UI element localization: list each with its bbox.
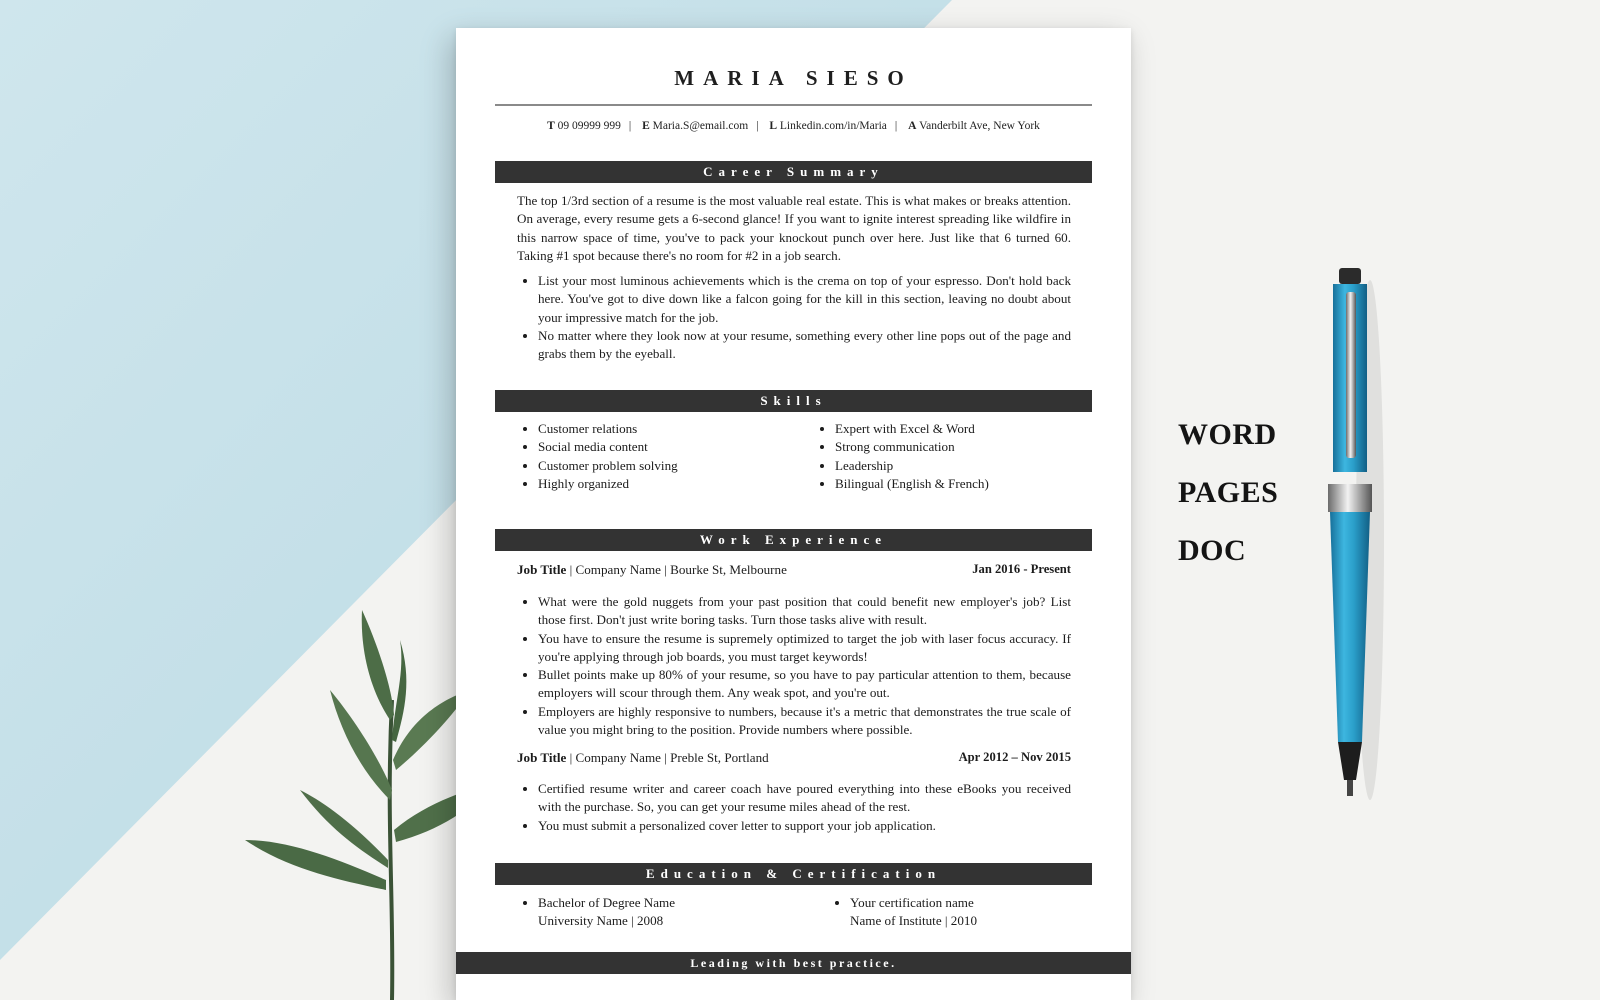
list-item: • Customer problem solving: [538, 457, 798, 475]
summary-paragraph: The top 1/3rd section of a resume is the most valuable real estate. This is what makes or breaks attention. On average, every resume gets a 6-second glance! If you want to ignite interest spreading like wildfire in this narrow space of time, you've to pack your knockout punch over here. Just like that 6 turned 60. Taking #1 spot because there's no room for #2 in a job search.: [517, 193, 1071, 263]
job-heading-2: [517, 750, 1071, 766]
format-labels: [1178, 418, 1278, 592]
list-item: [850, 894, 1100, 931]
summary-bullets: [517, 272, 1071, 363]
section-header-education: Education & Certification: [495, 863, 1092, 885]
job-1-bullets: [517, 593, 1071, 739]
job-title: Job Title: [517, 562, 567, 577]
job-heading-1: [517, 562, 1071, 578]
format-word: WORD: [1178, 418, 1277, 451]
contact-phone: 09 09999 999: [557, 120, 621, 132]
job-2-bullets: [517, 780, 1071, 835]
section-header-work: Work Experience: [495, 529, 1092, 551]
contact-key-linkedin: L: [769, 120, 778, 132]
education-left: [517, 894, 808, 931]
job-details: | Company Name | Preble St, Portland: [566, 750, 769, 765]
header-divider: [495, 104, 1092, 106]
resume-name: MARIA SIESO: [674, 66, 913, 90]
list-item: • List your most luminous achievements which is the crema on top of your espresso. Don't hold back here. You've got to dive down like a falcon going for the kill in this section, leaving no doubt about your impressive match for the job.: [538, 272, 1071, 327]
contact-address: Vanderbilt Ave, New York: [919, 120, 1040, 132]
contact-key-address: A: [908, 120, 917, 132]
education-right: [829, 894, 1100, 931]
resume-footer: Leading with best practice.: [456, 952, 1131, 974]
contact-line: T 09 09999 999 | E Maria.S@email.com | L Linkedin.com/in/Maria | A Vanderbilt Ave, New York: [547, 120, 1040, 132]
job-title: Job Title: [517, 750, 567, 765]
section-header-summary: Career Summary: [495, 161, 1092, 183]
university-line: University Name | 2008: [538, 913, 664, 929]
list-item: • Bullet points make up 80% of your resume, so you have to pay particular attention to them, because employers will scour through them. Any weak spot, and you're out.: [538, 666, 1071, 703]
job-dates: Apr 2012 – Nov 2015: [958, 750, 1071, 764]
skills-left-list: [517, 420, 798, 493]
format-doc: DOC: [1178, 534, 1247, 567]
job-details: | Company Name | Bourke St, Melbourne: [566, 562, 787, 577]
list-item: • Highly organized: [538, 475, 798, 493]
job-dates: Jan 2016 - Present: [972, 562, 1071, 576]
certification-name: Your certification name: [850, 895, 974, 910]
list-item: • Strong communication: [835, 438, 1095, 456]
format-pages: PAGES: [1178, 476, 1279, 509]
contact-email: Maria.S@email.com: [652, 120, 749, 132]
institute-line: Name of Institute | 2010: [850, 913, 977, 929]
list-item: • What were the gold nuggets from your past position that could benefit new employer's job? List those first. Don't just write boring tasks. Turn those tasks alive with result.: [538, 593, 1071, 630]
skills-right-list: [814, 420, 1095, 493]
list-item: • Bilingual (English & French): [835, 475, 1095, 493]
contact-linkedin: Linkedin.com/in/Maria: [779, 120, 887, 132]
contact-key-phone: T: [547, 120, 555, 132]
list-item: • No matter where they look now at your resume, something every other line pops out of the page and grabs them by the eyeball.: [538, 327, 1071, 364]
list-item: • Expert with Excel & Word: [835, 420, 1095, 438]
section-header-skills: Skills: [495, 390, 1092, 412]
list-item: [538, 894, 808, 931]
list-item: • Customer relations: [538, 420, 798, 438]
list-item: • Leadership: [835, 457, 1095, 475]
list-item: • Certified resume writer and career coach have poured everything into these eBooks you received with the purchase. So, you can get your resume miles ahead of the rest.: [538, 780, 1071, 817]
contact-key-email: E: [642, 120, 650, 132]
list-item: • Employers are highly responsive to numbers, because it's a metric that demonstrates the true scale of value you might bring to the position. Provide numbers where possible.: [538, 703, 1071, 740]
list-item: • Social media content: [538, 438, 798, 456]
list-item: • You have to ensure the resume is supremely optimized to target the job with laser focus accuracy. If you're applying through job boards, you must target keywords!: [538, 630, 1071, 667]
degree-name: Bachelor of Degree Name: [538, 895, 676, 910]
resume-page: [456, 28, 1131, 1000]
list-item: • You must submit a personalized cover letter to support your job application.: [538, 817, 1071, 835]
